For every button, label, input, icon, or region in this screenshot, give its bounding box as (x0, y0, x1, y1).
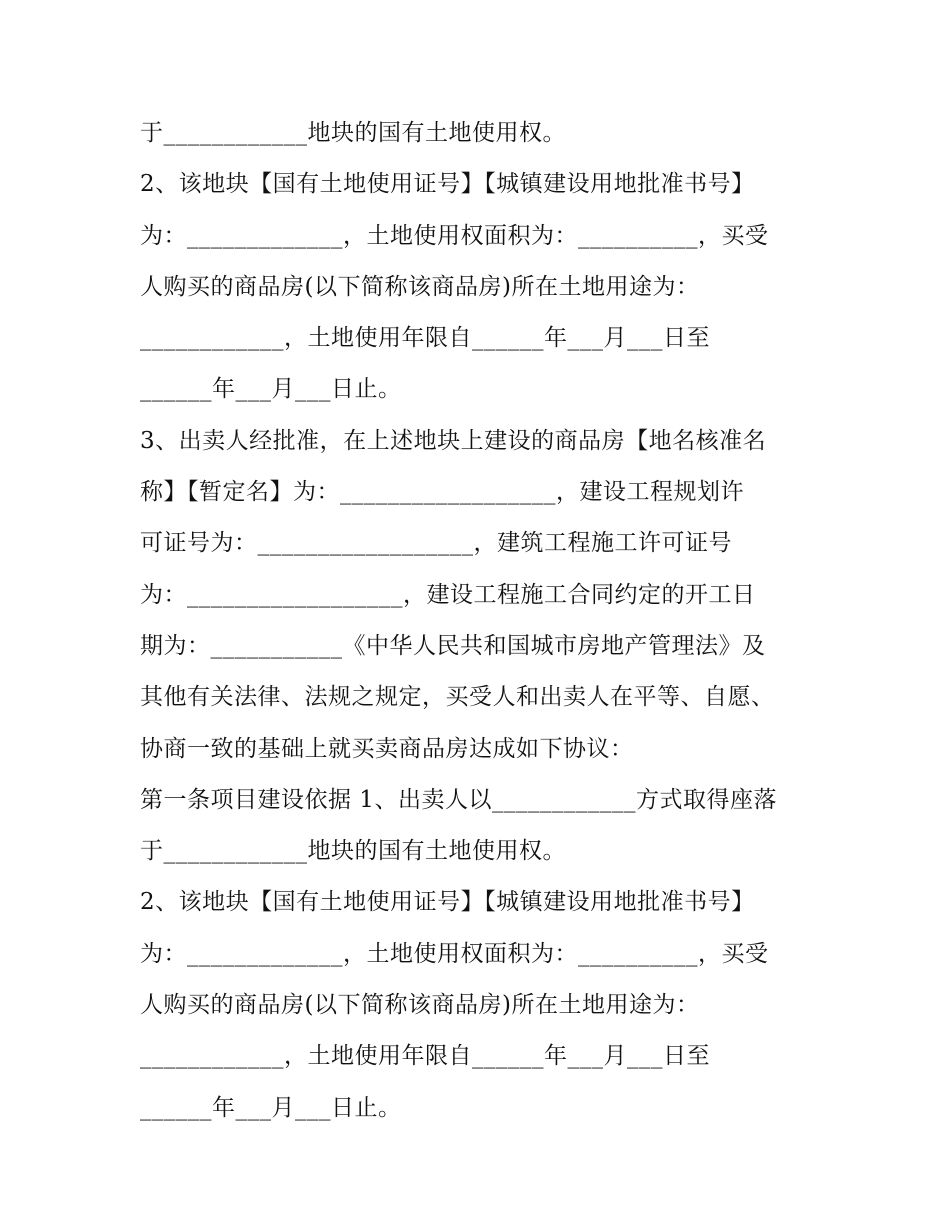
text-line: 2、该地块【国有土地使用证号】【城镇建设用地批准书号】 (140, 889, 755, 916)
text-line: 为：__________________，建设工程施工合同约定的开工日 (140, 581, 756, 608)
text-line: 为：_____________，土地使用权面积为：__________，买受 (140, 940, 769, 967)
text-line: 第一条项目建设依据 1、出卖人以____________方式取得座落 (140, 786, 777, 813)
text-line: ______年___月___日止。 (140, 376, 402, 403)
text-line: 协商一致的基础上就买卖商品房达成如下协议： (140, 735, 634, 762)
text-line: 2、该地块【国有土地使用证号】【城镇建设用地批准书号】 (140, 171, 755, 198)
text-line: 其他有关法律、法规之规定，买受人和出卖人在平等、自愿、 (140, 684, 775, 711)
text-line: 于____________地块的国有土地使用权。 (140, 838, 566, 865)
text-line: ____________，土地使用年限自______年___月___日至 (140, 325, 710, 352)
text-line: 人购买的商品房(以下简称该商品房)所在土地用途为： (140, 992, 700, 1019)
text-line: 期为：___________《中华人民共和国城市房地产管理法》及 (140, 632, 766, 659)
text-line: 可证号为：__________________，建筑工程施工许可证号 (140, 530, 732, 557)
text-line: 人购买的商品房(以下简称该商品房)所在土地用途为： (140, 273, 700, 300)
text-line: ____________，土地使用年限自______年___月___日至 (140, 1043, 710, 1070)
text-line: 为：_____________，土地使用权面积为：__________，买受 (140, 222, 769, 249)
contract-text (140, 108, 820, 1134)
text-line: 3、出卖人经批准，在上述地块上建设的商品房【地名核准名 (140, 427, 767, 454)
text-line: ______年___月___日止。 (140, 1094, 402, 1121)
text-line: 称】【暂定名】为：__________________，建设工程规划许 (140, 479, 744, 506)
text-line: 于____________地块的国有土地使用权。 (140, 120, 566, 146)
